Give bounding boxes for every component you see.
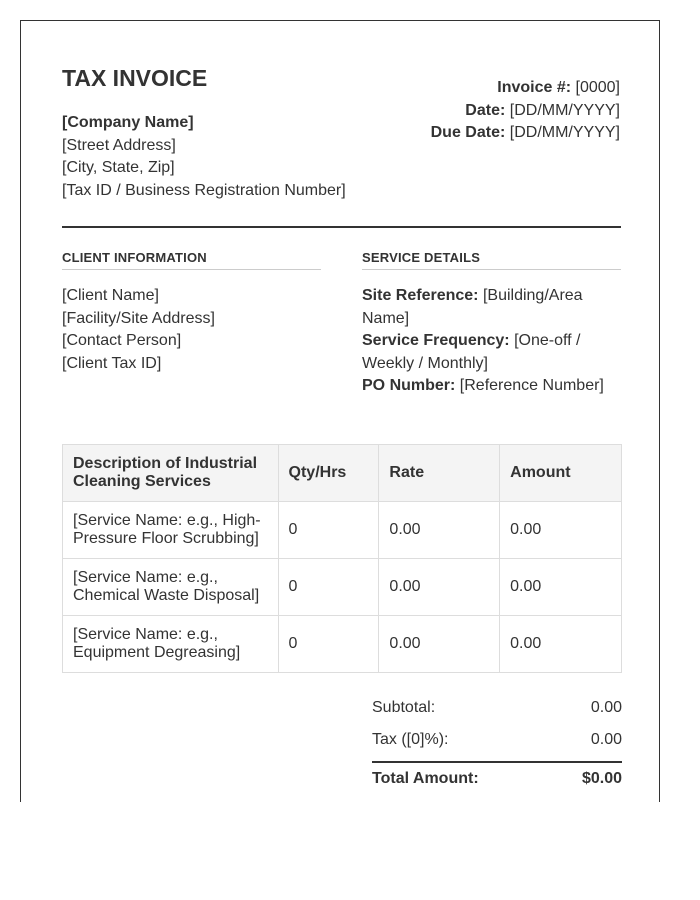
header-qty: Qty/Hrs (278, 445, 379, 502)
site-reference-value: [Building/Area Name] (362, 287, 583, 327)
cell-description: [Service Name: e.g., Chemical Waste Disposal] (63, 559, 279, 616)
table-row (63, 559, 622, 616)
company-tax-id: [Tax ID / Business Registration Number] (62, 181, 346, 199)
service-frequency-value: [One-off / Weekly / Monthly] (362, 332, 581, 372)
invoice-due-date-row (431, 122, 620, 145)
subtotal-label: Subtotal: (372, 699, 436, 716)
table-row (63, 502, 622, 559)
cell-amount: 0.00 (500, 616, 622, 673)
invoice-date-label: Date: (465, 101, 506, 119)
invoice-date-row (431, 100, 620, 123)
cell-description: [Service Name: e.g., Equipment Degreasing] (63, 616, 279, 673)
invoice-number-label: Invoice #: (497, 79, 572, 96)
po-number-label: PO Number: (362, 377, 456, 394)
subtotal-row (372, 697, 622, 729)
company-city: [City, State, Zip] (62, 159, 175, 176)
invoice-number-value: [0000] (575, 79, 620, 96)
subtotal-value: 0.00 (590, 699, 622, 716)
table-row (63, 616, 622, 673)
client-info-block (62, 285, 215, 375)
client-tax-id: [Client Tax ID] (62, 354, 162, 372)
client-address: [Facility/Site Address] (62, 309, 215, 327)
tax-row (372, 729, 622, 761)
cell-qty: 0 (278, 616, 379, 673)
service-details-block (362, 285, 621, 398)
tax-label: Tax ([0]%): (372, 731, 449, 748)
site-reference-row (362, 285, 621, 330)
po-number-row (362, 375, 621, 398)
cell-description: [Service Name: e.g., High-Pressure Floor Scrubbing] (63, 502, 279, 559)
company-name: [Company Name] (62, 114, 194, 131)
header-divider (62, 226, 621, 228)
cell-rate: 0.00 (379, 616, 500, 673)
invoice-due-date-value: [DD/MM/YYYY] (509, 124, 620, 141)
total-label: Total Amount: (372, 770, 479, 787)
total-row (372, 761, 622, 798)
po-number-value: [Reference Number] (459, 377, 604, 394)
site-reference-label: Site Reference: (362, 287, 479, 304)
totals-block (372, 697, 622, 798)
header-rate: Rate (379, 445, 500, 502)
cell-amount: 0.00 (500, 502, 622, 559)
invoice-title: TAX INVOICE (62, 65, 208, 91)
invoice-date-value: [DD/MM/YYYY] (509, 101, 620, 119)
cell-rate: 0.00 (379, 559, 500, 616)
service-frequency-row (362, 330, 621, 375)
header-amount: Amount (500, 445, 622, 502)
service-details-heading: SERVICE DETAILS (362, 250, 621, 270)
invoice-number-row (431, 77, 620, 100)
cell-qty: 0 (278, 502, 379, 559)
cell-amount: 0.00 (500, 559, 622, 616)
client-name: [Client Name] (62, 287, 159, 304)
tax-value: 0.00 (590, 731, 622, 748)
company-block (62, 112, 346, 202)
invoice-meta (431, 77, 620, 145)
total-value: $0.00 (581, 770, 622, 787)
client-contact: [Contact Person] (62, 332, 182, 349)
invoice-due-date-label: Due Date: (430, 124, 506, 141)
client-info-heading: CLIENT INFORMATION (62, 250, 321, 270)
cell-qty: 0 (278, 559, 379, 616)
services-table (62, 444, 622, 673)
service-frequency-label: Service Frequency: (362, 332, 510, 349)
invoice-page (20, 20, 660, 802)
table-header-row (63, 445, 622, 502)
company-street: [Street Address] (62, 136, 176, 154)
cell-rate: 0.00 (379, 502, 500, 559)
header-description: Description of Industrial Cleaning Services (63, 445, 279, 502)
